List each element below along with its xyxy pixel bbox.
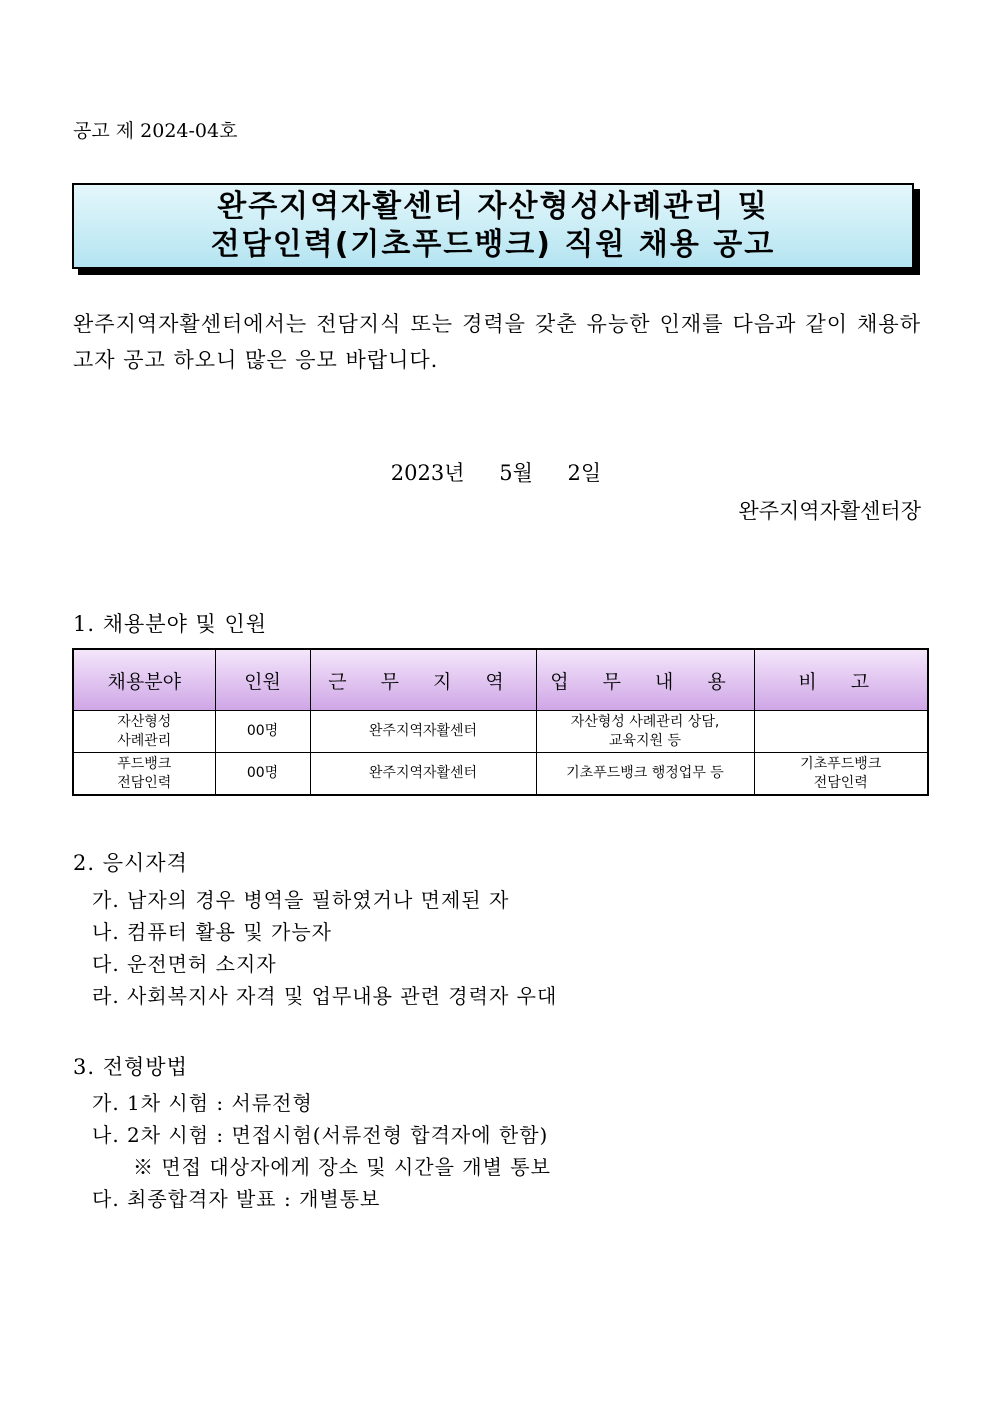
section3-heading: 3. 전형방법 bbox=[73, 1055, 188, 1079]
header-note: 비 고 bbox=[754, 649, 928, 711]
date-day: 2일 bbox=[567, 461, 602, 485]
qualification-item: 가. 남자의 경우 병역을 필하였거나 면제된 자 bbox=[92, 888, 510, 912]
qualification-item: 다. 운전면허 소지자 bbox=[92, 952, 277, 976]
selection-item: 다. 최종합격자 발표 : 개별통보 bbox=[92, 1187, 381, 1211]
interview-note: ※ 면접 대상자에게 장소 및 시간을 개별 통보 bbox=[133, 1155, 551, 1179]
selection-item: 나. 2차 시험 : 면접시험(서류전형 합격자에 한함) bbox=[92, 1123, 549, 1147]
cell-field: 자산형성 사례관리 bbox=[73, 711, 215, 753]
organization-signature: 완주지역자활센터장 bbox=[738, 499, 921, 523]
title-line-1: 완주지역자활센터 자산형성사례관리 및 bbox=[217, 189, 769, 224]
announcement-date bbox=[0, 457, 992, 487]
cell-note bbox=[754, 711, 928, 753]
cell-count: 00명 bbox=[215, 711, 310, 753]
table-row bbox=[73, 711, 928, 753]
cell-location: 완주지역자활센터 bbox=[310, 711, 536, 753]
qualification-item: 라. 사회복지사 자격 및 업무내용 관련 경력자 우대 bbox=[92, 984, 558, 1008]
header-field: 채용분야 bbox=[73, 649, 215, 711]
cell-field: 푸드뱅크 전담인력 bbox=[73, 753, 215, 796]
cell-count: 00명 bbox=[215, 753, 310, 796]
intro-paragraph: 완주지역자활센터에서는 전담지식 또는 경력을 갖춘 유능한 인재를 다음과 같이 채용하고자 공고 하오니 많은 응모 바랍니다. bbox=[73, 312, 921, 372]
date-year: 2023년 bbox=[390, 461, 465, 485]
cell-note: 기초푸드뱅크 전담인력 bbox=[754, 753, 928, 796]
section2-heading: 2. 응시자격 bbox=[73, 851, 188, 875]
section1-heading: 1. 채용분야 및 인원 bbox=[73, 612, 268, 636]
header-duty: 업 무 내 용 bbox=[536, 649, 754, 711]
title-line-2: 전담인력(기초푸드뱅크) 직원 채용 공고 bbox=[210, 227, 776, 262]
cell-duty: 기초푸드뱅크 행정업무 등 bbox=[536, 753, 754, 796]
table-row bbox=[73, 753, 928, 796]
header-count: 인원 bbox=[215, 649, 310, 711]
notice-number: 공고 제 2024-04호 bbox=[73, 120, 238, 142]
table-header-row bbox=[73, 649, 928, 711]
date-month: 5월 bbox=[499, 461, 533, 485]
title-box bbox=[72, 183, 914, 269]
selection-item: 가. 1차 시험 : 서류전형 bbox=[92, 1091, 313, 1115]
cell-duty: 자산형성 사례관리 상담, 교육지원 등 bbox=[536, 711, 754, 753]
recruitment-table bbox=[72, 648, 929, 796]
qualification-item: 나. 컴퓨터 활용 및 가능자 bbox=[92, 920, 332, 944]
cell-location: 완주지역자활센터 bbox=[310, 753, 536, 796]
header-location: 근 무 지 역 bbox=[310, 649, 536, 711]
